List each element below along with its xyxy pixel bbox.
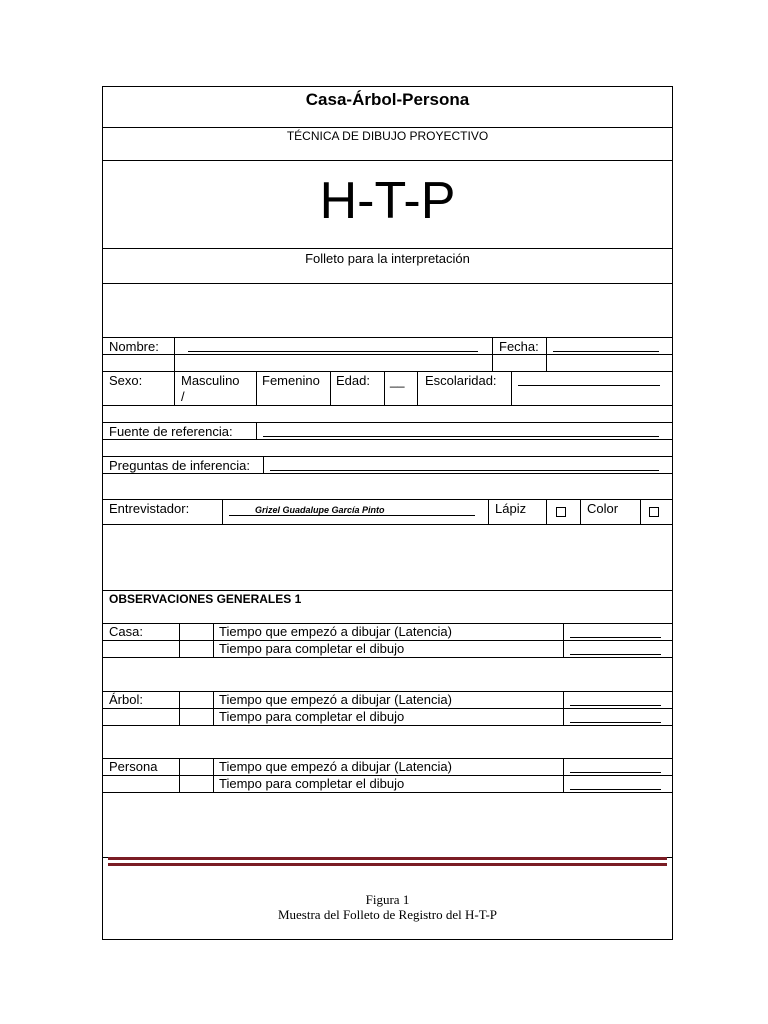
sexo-label: Sexo: (109, 373, 143, 388)
divider (256, 422, 257, 439)
escolaridad-field[interactable] (518, 385, 660, 386)
divider (256, 371, 257, 405)
form-subtitle: TÉCNICA DE DIBUJO PROYECTIVO (286, 129, 489, 143)
persona-label: Persona (109, 759, 158, 774)
divider (563, 623, 564, 657)
decorative-rule (108, 863, 667, 866)
color-checkbox[interactable] (649, 507, 659, 517)
divider (103, 405, 672, 406)
divider (103, 283, 672, 284)
color-label: Color (587, 501, 619, 516)
entrevistador-value: Grizel Guadalupe García Pinto (255, 505, 385, 515)
divider (103, 792, 672, 793)
femenino-option[interactable]: Femenino (262, 373, 320, 388)
nombre-field[interactable] (188, 351, 478, 352)
divider (179, 691, 180, 725)
divider (103, 160, 672, 161)
divider (213, 623, 214, 657)
divider (174, 371, 175, 405)
arbol-latencia-label: Tiempo que empezó a dibujar (Latencia) (219, 692, 452, 707)
masculino-mark: / (181, 389, 185, 404)
edad-field[interactable]: __ (390, 373, 405, 388)
edad-label: Edad: (336, 373, 370, 388)
test-code: H-T-P (319, 172, 456, 230)
nombre-label: Nombre: (109, 339, 159, 354)
persona-completar-label: Tiempo para completar el dibujo (219, 776, 405, 791)
divider (103, 422, 672, 423)
divider (580, 499, 581, 524)
divider (103, 371, 672, 372)
divider (103, 248, 672, 249)
divider (103, 524, 672, 525)
divider (103, 354, 672, 355)
divider (103, 456, 672, 457)
divider (213, 691, 214, 725)
divider (103, 337, 672, 338)
booklet-label: Folleto para la interpretación (305, 251, 470, 266)
divider (563, 758, 564, 792)
lapiz-label: Lápiz (495, 501, 527, 516)
divider (546, 337, 547, 371)
divider (640, 499, 641, 524)
masculino-option[interactable]: Masculino (181, 373, 240, 388)
persona-latencia-field[interactable] (570, 772, 661, 773)
decorative-rule (108, 857, 667, 860)
divider (103, 590, 672, 591)
arbol-latencia-field[interactable] (570, 705, 661, 706)
fuente-field[interactable] (263, 436, 659, 437)
divider (563, 691, 564, 725)
casa-label: Casa: (109, 624, 143, 639)
lapiz-checkbox[interactable] (556, 507, 566, 517)
divider (492, 337, 493, 371)
casa-completar-label: Tiempo para completar el dibujo (219, 641, 405, 656)
divider (488, 499, 489, 524)
figure-number: Figura 1 (365, 892, 410, 907)
divider (417, 371, 418, 405)
divider (174, 337, 175, 371)
casa-completar-field[interactable] (570, 654, 661, 655)
divider (103, 127, 672, 128)
divider (330, 371, 331, 405)
form-frame (102, 86, 673, 940)
divider (103, 657, 672, 658)
divider (103, 499, 672, 500)
persona-completar-field[interactable] (570, 789, 661, 790)
fecha-field[interactable] (553, 351, 659, 352)
fecha-label: Fecha: (499, 339, 539, 354)
casa-latencia-label: Tiempo que empezó a dibujar (Latencia) (219, 624, 452, 639)
divider (179, 623, 180, 657)
figure-caption: Muestra del Folleto de Registro del H-T-P (277, 907, 498, 922)
divider (213, 758, 214, 792)
form-title: Casa-Árbol-Persona (305, 90, 470, 109)
divider (384, 371, 385, 405)
fuente-label: Fuente de referencia: (109, 424, 233, 439)
preguntas-field[interactable] (270, 470, 659, 471)
divider (263, 456, 264, 473)
preguntas-label: Preguntas de inferencia: (109, 458, 250, 473)
divider (546, 499, 547, 524)
divider (511, 371, 512, 405)
arbol-completar-field[interactable] (570, 722, 661, 723)
arbol-label: Árbol: (109, 692, 143, 707)
escolaridad-label: Escolaridad: (425, 373, 497, 388)
divider (179, 758, 180, 792)
persona-latencia-label: Tiempo que empezó a dibujar (Latencia) (219, 759, 452, 774)
divider (103, 725, 672, 726)
observaciones-heading: OBSERVACIONES GENERALES 1 (109, 592, 302, 606)
divider (222, 499, 223, 524)
divider (103, 439, 672, 440)
entrevistador-label: Entrevistador: (109, 501, 190, 516)
casa-latencia-field[interactable] (570, 637, 661, 638)
divider (103, 473, 672, 474)
arbol-completar-label: Tiempo para completar el dibujo (219, 709, 405, 724)
